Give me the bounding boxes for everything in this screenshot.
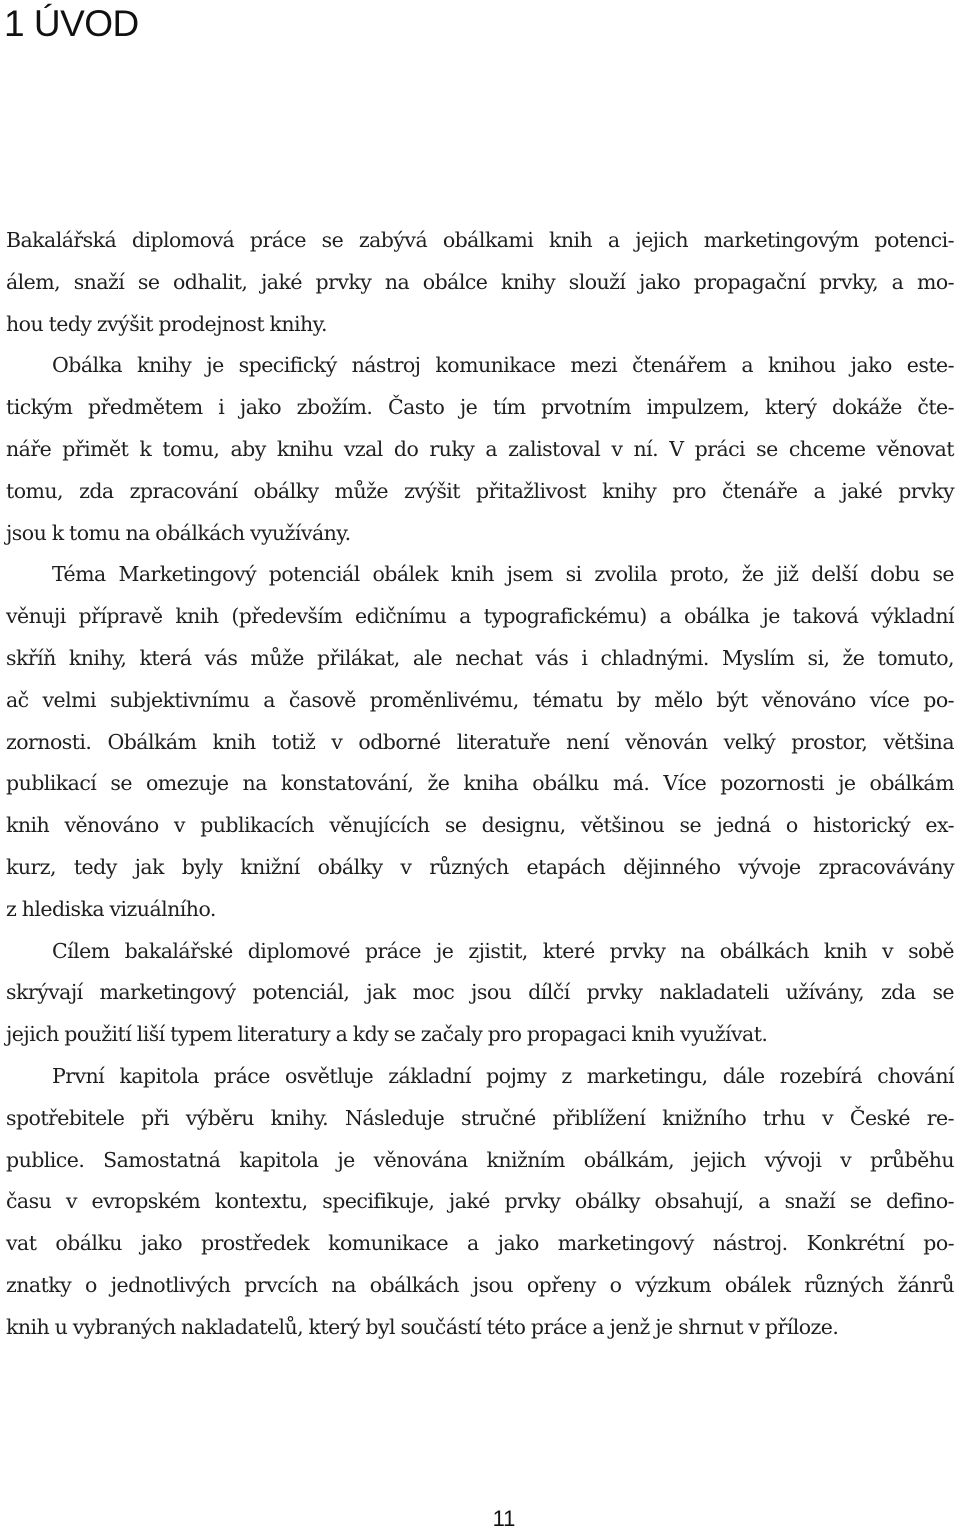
text-line: hou tedy zvýšit prodejnost knihy. — [6, 311, 327, 336]
chapter-heading: 1 ÚVOD — [4, 3, 139, 44]
text-line: znatky o jednotlivých prvcích na obálkách jsou opřeny o výzkum obálek různých žánrů — [6, 1272, 954, 1297]
text-line: vat obálku jako prostředek komunikace a jako marketingový nástroj. Konkrétní po- — [6, 1231, 954, 1256]
text-line: Cílem bakalářské diplomové práce je zjistit, které prvky na obálkách knih v sobě — [52, 938, 954, 963]
text-line: První kapitola práce osvětluje základní pojmy z marketingu, dále rozebírá chování — [52, 1063, 954, 1088]
body-text — [6, 220, 954, 1349]
text-line: knih věnováno v publikacích věnujících se designu, většinou se jedná o historický ex- — [6, 813, 954, 838]
text-line: náře přimět k tomu, aby knihu vzal do ruky a zalistoval v ní. V práci se chceme věnovat — [6, 436, 954, 461]
page-number: 11 — [492, 1506, 516, 1531]
text-line: tickým předmětem i jako zbožím. Často je tím prvotním impulzem, který dokáže čte- — [6, 395, 954, 420]
text-line: tomu, zda zpracování obálky může zvýšit přitažlivost knihy pro čtenáře a jaké prvky — [6, 478, 954, 503]
paragraph-3 — [6, 554, 954, 930]
paragraph-2 — [6, 345, 954, 554]
text-line: ač velmi subjektivnímu a časově proměnlivému, tématu by mělo být věnováno více po- — [6, 687, 954, 712]
text-line: věnuji přípravě knih (především edičnímu a typografickému) a obálka je taková výkladní — [6, 604, 954, 629]
text-line: kurz, tedy jak byly knižní obálky v různých etapách dějinného vývoje zpracovávány — [6, 854, 954, 879]
text-line: z hlediska vizuálního. — [6, 896, 216, 921]
text-line: publice. Samostatná kapitola je věnována knižním obálkám, jejich vývoji v průběhu — [6, 1147, 954, 1172]
paragraph-5 — [6, 1056, 954, 1349]
text-line: álem, snaží se odhalit, jaké prvky na obálce knihy slouží jako propagační prvky, a mo- — [6, 269, 954, 294]
text-line: publikací se omezuje na konstatování, že kniha obálku má. Více pozornosti je obálkám — [6, 771, 954, 796]
text-line: Téma Marketingový potenciál obálek knih jsem si zvolila proto, že již delší dobu se — [52, 562, 954, 587]
text-line: skrývají marketingový potenciál, jak moc jsou dílčí prvky nakladateli užívány, zda se — [6, 980, 954, 1005]
text-line: zornosti. Obálkám knih totiž v odborné literatuře není věnován velký prostor, většina — [6, 729, 954, 754]
text-line: času v evropském kontextu, specifikuje, jaké prvky obálky obsahují, a snaží se defino- — [6, 1189, 954, 1214]
text-line: jsou k tomu na obálkách využívány. — [6, 520, 351, 545]
text-line: skříň knihy, která vás může přilákat, ale nechat vás i chladnými. Myslím si, že tomuto, — [6, 645, 954, 670]
paragraph-1 — [6, 220, 954, 345]
paragraph-4 — [6, 931, 954, 1056]
text-line: jejich použití liší typem literatury a kdy se začaly pro propagaci knih využívat. — [6, 1022, 768, 1047]
text-line: Obálka knihy je specifický nástroj komunikace mezi čtenářem a knihou jako este- — [52, 353, 954, 378]
text-line: knih u vybraných nakladatelů, který byl součástí této práce a jenž je shrnut v příloze. — [6, 1314, 839, 1339]
text-line: Bakalářská diplomová práce se zabývá obálkami knih a jejich marketingovým potenci- — [6, 228, 954, 252]
text-line: spotřebitele při výběru knihy. Následuje stručné přiblížení knižního trhu v České re- — [6, 1105, 954, 1130]
